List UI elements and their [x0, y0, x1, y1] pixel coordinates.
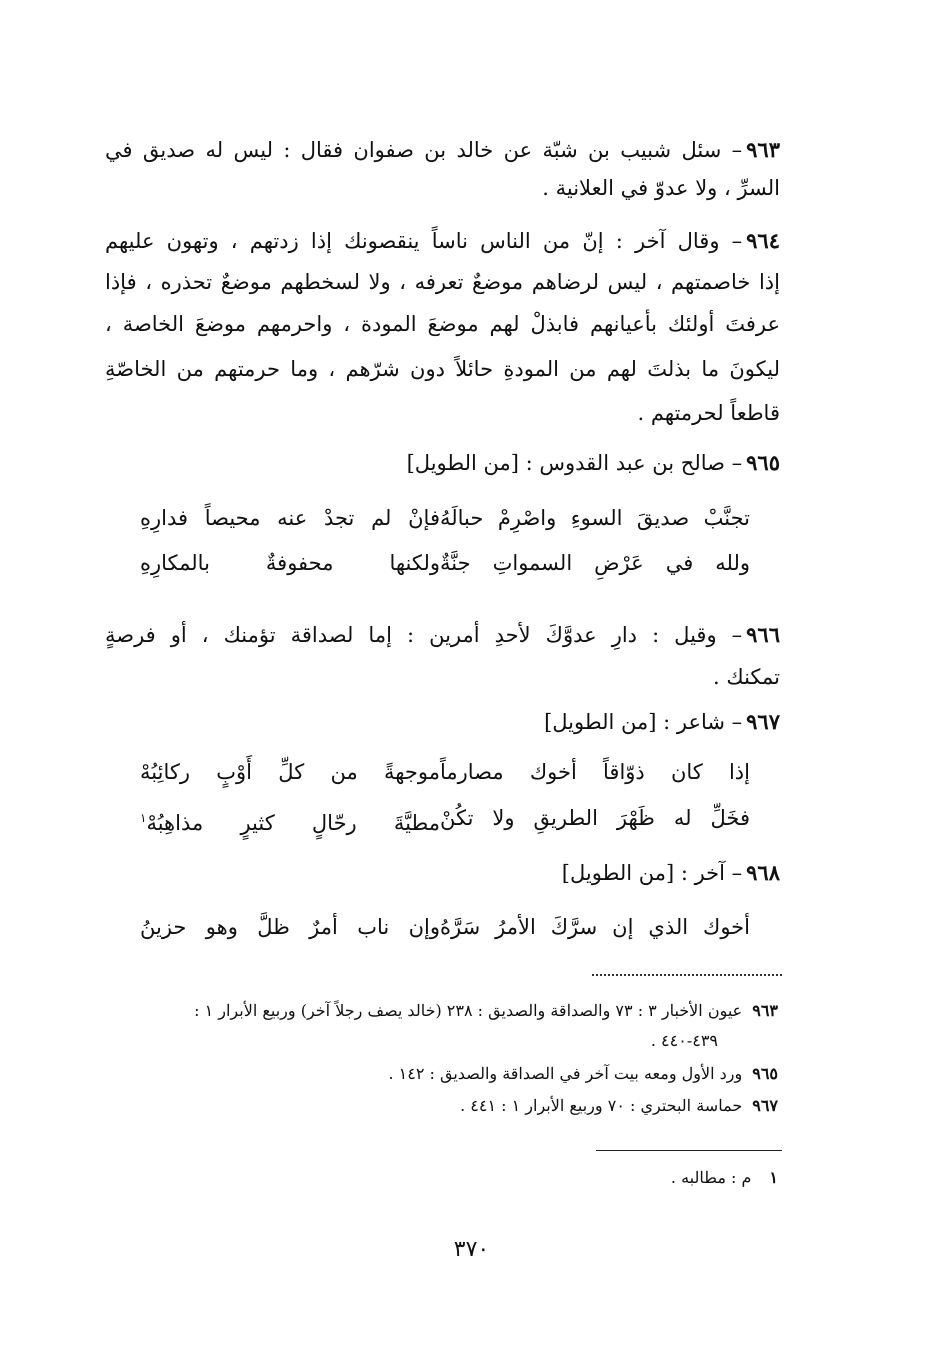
- entry-number: ٩٦٨: [746, 860, 780, 885]
- footnote-963-cont: ٤٣٩-٤٤٠ .: [650, 1031, 718, 1050]
- entry-964-line-2: إذا خاصمتهم ، ليس لرضاهم موضعٌ تعرفه ، ولا لسخطهم موضعٌ تحذره ، فإذا: [105, 270, 780, 294]
- entry-964-line-5: قاطعاً لحرمتهم .: [637, 401, 780, 425]
- entry-966-line-2: تمكنك .: [713, 665, 780, 689]
- footnote-967: [460, 1095, 778, 1117]
- entry-number: ٩٦٧: [746, 709, 780, 734]
- entry-964-line-1: [105, 226, 780, 256]
- entry-967-heading: [105, 707, 780, 737]
- page-number: ٣٧٠: [453, 1237, 490, 1262]
- entry-number: ٩٦٤: [746, 228, 780, 253]
- footnote-number: ٩٦٣: [752, 1001, 778, 1020]
- hemistich-second: [140, 803, 440, 838]
- footnote-number: ٩٦٥: [752, 1064, 778, 1083]
- entry-965-heading: [105, 448, 780, 478]
- hemistich-first: ولله في عَرْضِ السمواتِ جنَّةٌ: [440, 551, 750, 575]
- footnote-965: [388, 1063, 778, 1085]
- footnote-separator: [592, 974, 782, 976]
- entry-text: – وقال آخر : إنّ من الناس ناساً ينقصونك إذا زدتهم ، وتهون عليهم: [105, 229, 743, 253]
- verse-967-1: [140, 757, 750, 787]
- footnote-text: ورد الأول ومعه بيت آخر في الصداقة والصديق : ١٤٢ .: [388, 1064, 743, 1083]
- hemistich-first: فخَلِّ له ظَهْرَ الطريقِ ولا تكُنْ: [440, 806, 750, 830]
- hemistich-second: وإن ناب أمرٌ ظلَّ وهو حزينُ: [140, 915, 440, 939]
- footnote-text: عيون الأخبار ٣ : ٧٣ والصداقة والصديق : ٢٣٨ (خالد يصف رجلاً آخر) وربيع الأبرار ١ :: [194, 1001, 743, 1020]
- entry-966-line-1: [105, 620, 780, 650]
- footnote-marker: ١: [140, 811, 147, 825]
- entry-968-heading: [105, 858, 780, 888]
- variant-note-number: ١: [769, 1168, 778, 1187]
- entry-text: – وقيل : دارِ عدوَّكَ لأحدِ أمرين : إما لصداقة تؤمنك ، أو فرصةٍ: [105, 623, 743, 647]
- entry-number: ٩٦٣: [746, 137, 780, 162]
- entry-963-line-1: [105, 135, 780, 165]
- entry-number: ٩٦٥: [746, 450, 780, 475]
- footnote-number: ٩٦٧: [752, 1096, 778, 1115]
- verse-965-2: [140, 548, 750, 578]
- verse-968-1: [140, 912, 750, 942]
- entry-heading: – صالح بن عبد القدوس : [من الطويل]: [406, 451, 743, 475]
- entry-number: ٩٦٦: [746, 622, 780, 647]
- variant-separator: [596, 1150, 782, 1151]
- hemistich-second: ولكنها محفوفةٌ بالمكارِهِ: [140, 551, 440, 575]
- entry-heading: – شاعر : [من الطويل]: [544, 710, 743, 734]
- hemistich-second: فإنْ لم تجدْ عنه محيصاً فدارِهِ: [140, 506, 440, 530]
- hemistich-first: إذا كان ذوّاقاً أخوك مصارماً: [440, 760, 750, 784]
- entry-text: – سئل شبيب بن شبّة عن خالد بن صفوان فقال : ليس له صديق في: [105, 138, 743, 162]
- entry-964-line-3: عرفتَ أولئك بأعيانهم فابذلْ لهم موضعَ المودة ، واحرمهم موضعَ الخاصة ،: [105, 312, 780, 336]
- hemistich-first: تجنَّبْ صديقَ السوءِ واصْرِمْ حبالَهُ: [440, 506, 750, 530]
- verse-965-1: [140, 503, 750, 533]
- entry-963-line-2: السرِّ ، ولا عدوّ في العلانية .: [542, 176, 780, 200]
- entry-heading: – آخر : [من الطويل]: [561, 861, 743, 885]
- hemistich-first: أخوك الذي إن سرَّكَ الأمرُ سَرَّهُ: [440, 915, 750, 939]
- hemistich-text: مطيَّةَ رحّالٍ كثيرٍ مذاهِبُهْ: [146, 811, 440, 835]
- hemistich-second: موجهةً من كلِّ أَوْبٍ ركائِبُهْ: [140, 760, 440, 784]
- variant-note-text: م : مطالبه .: [670, 1168, 752, 1187]
- verse-967-2: [140, 803, 750, 833]
- entry-964-line-4: ليكونَ ما بذلتَ لهم من المودةِ حائلاً دون شرّهم ، وما حرمتهم من الخاصّةِ: [105, 357, 780, 381]
- footnote-text: حماسة البحتري : ٧٠ وربيع الأبرار ١ : ٤٤١ .: [460, 1096, 743, 1115]
- variant-note: [671, 1167, 778, 1189]
- footnote-963: [194, 1000, 778, 1022]
